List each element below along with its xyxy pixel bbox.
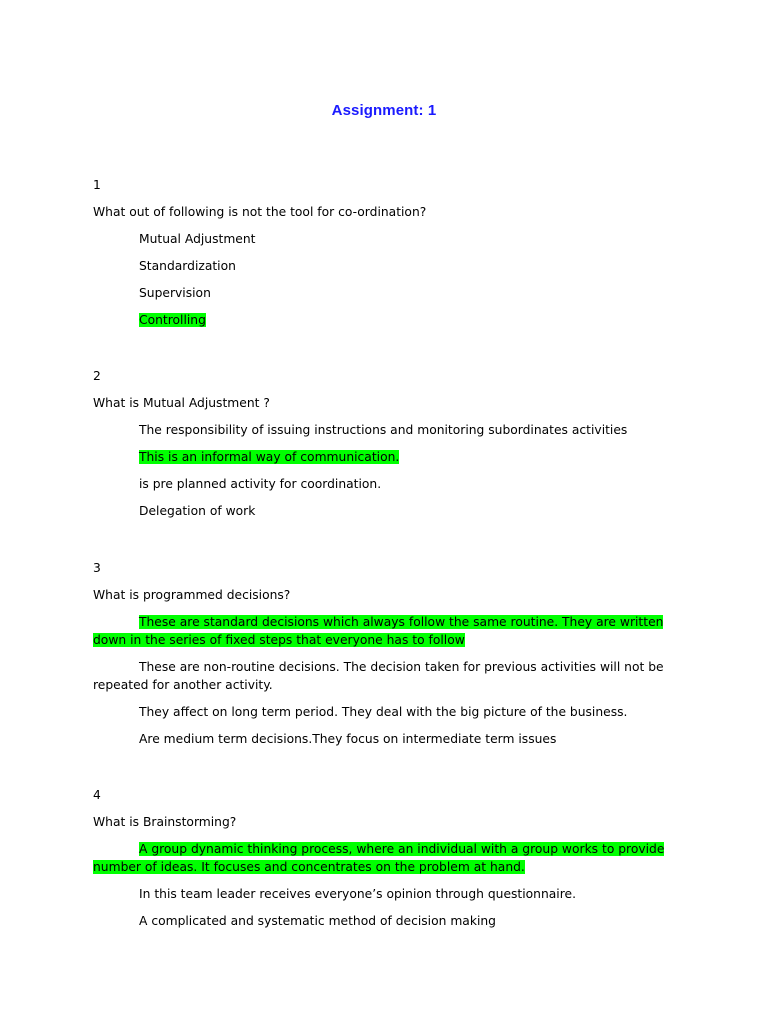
answer-option: Delegation of work bbox=[139, 504, 256, 518]
highlighted-answer: These are standard decisions which always follow the same routine. They are written down in the series of fixed steps that everyone has to follow bbox=[93, 615, 664, 647]
answer-option: A complicated and systematic method of decision making bbox=[139, 914, 496, 928]
answer-option: Are medium term decisions.They focus on intermediate term issues bbox=[139, 732, 557, 746]
question-text: What is Brainstorming? bbox=[93, 815, 237, 829]
question-number: 1 bbox=[93, 178, 101, 192]
answer-option: Mutual Adjustment bbox=[139, 232, 256, 246]
highlighted-answer: This is an informal way of communication. bbox=[139, 450, 400, 464]
answer-option: These are non-routine decisions. The decision taken for previous activities will not be repeated for another activity. bbox=[93, 660, 664, 692]
question-text: What is Mutual Adjustment ? bbox=[93, 396, 270, 410]
question-4 bbox=[93, 786, 693, 939]
answer-option-correct bbox=[139, 448, 693, 466]
highlighted-answer: A group dynamic thinking process, where an individual with a group works to provide number of ideas. It focuses and concentrates on the problem at hand. bbox=[93, 842, 665, 874]
answer-option-correct bbox=[139, 311, 693, 329]
answer-option-correct bbox=[93, 840, 667, 876]
highlighted-answer: Controlling bbox=[139, 313, 206, 327]
question-number: 4 bbox=[93, 788, 101, 802]
question-number: 3 bbox=[93, 561, 101, 575]
answer-option: In this team leader receives everyone’s opinion through questionnaire. bbox=[139, 887, 576, 901]
answer-option-correct bbox=[93, 613, 667, 649]
question-text: What is programmed decisions? bbox=[93, 588, 291, 602]
answer-option: They affect on long term period. They deal with the big picture of the business. bbox=[139, 705, 628, 719]
question-text: What out of following is not the tool for co-ordination? bbox=[93, 205, 427, 219]
answer-option: Supervision bbox=[139, 286, 211, 300]
question-2 bbox=[93, 367, 693, 529]
answer-option: Standardization bbox=[139, 259, 236, 273]
document-title: Assignment: 1 bbox=[331, 102, 437, 119]
question-3 bbox=[93, 559, 693, 757]
question-number: 2 bbox=[93, 369, 101, 383]
answer-option: is pre planned activity for coordination. bbox=[139, 477, 382, 491]
question-1 bbox=[93, 176, 693, 338]
answer-option: The responsibility of issuing instructions and monitoring subordinates activities bbox=[139, 423, 628, 437]
